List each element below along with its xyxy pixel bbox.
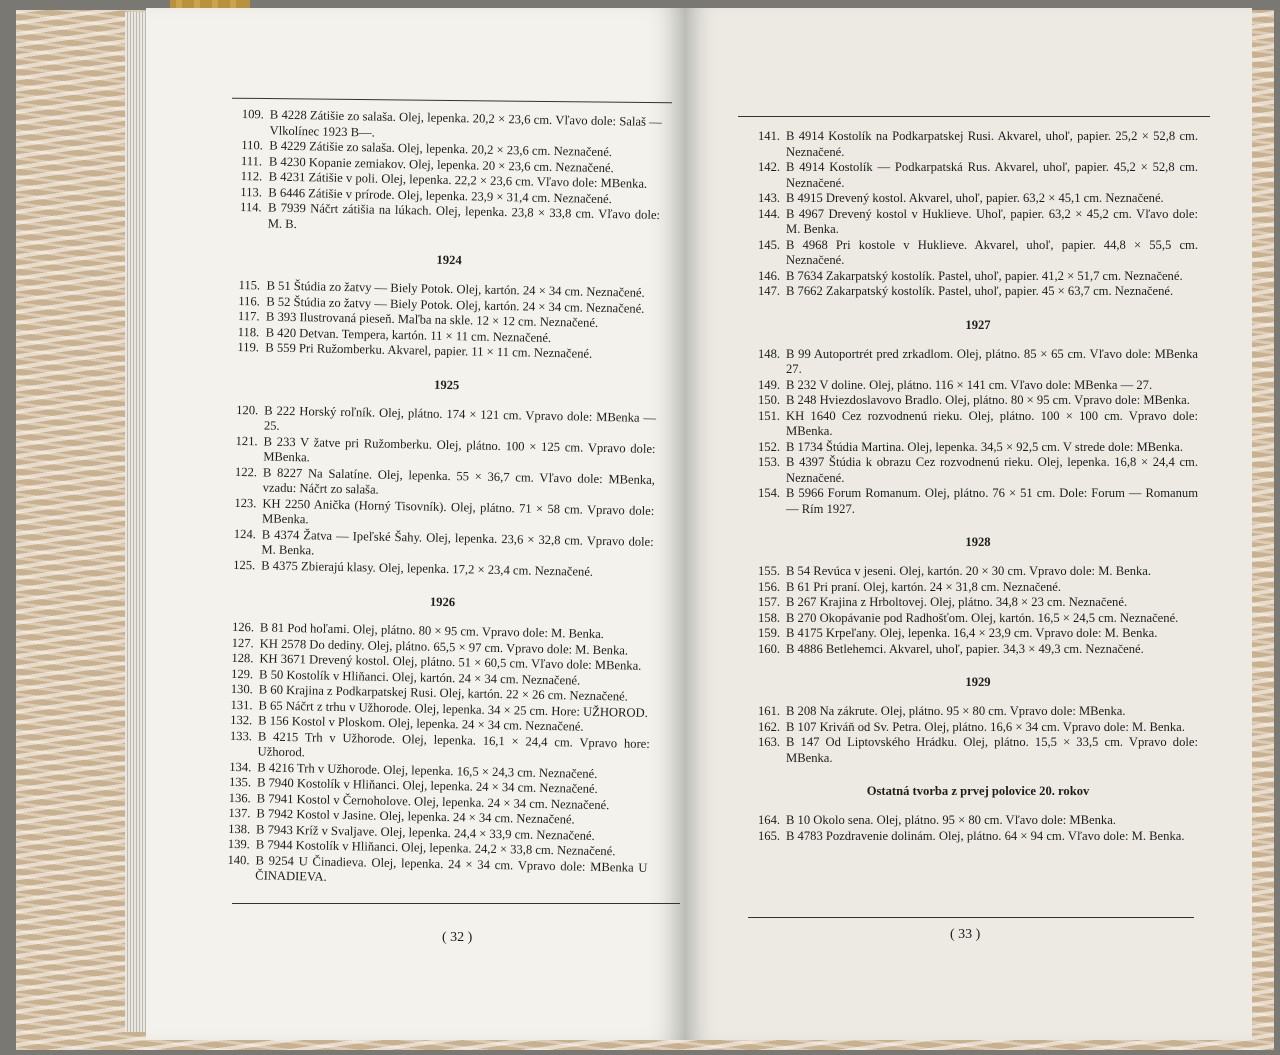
entry-text: B 6446 Zátišie v prírode. Olej, lepenka. 23,9 × 31,4 cm. Neznačené. — [268, 185, 612, 206]
entry-number: 115. — [238, 277, 261, 293]
entry-number: 129. — [230, 666, 254, 681]
catalog-entry — [758, 191, 1198, 207]
entry-text: B 7944 Kostolík v Hliňanci. Olej, lepenka. 24,2 × 33,8 cm. Neznačené. — [255, 837, 616, 859]
entry-number: 136. — [228, 790, 251, 805]
entry-text: B 4374 Žatva — Ipeľské Šahy. Olej, lepenka. 23,6 × 32,8 cm. Vpravo dole: M. Benka. — [261, 526, 654, 558]
entry-number: 123. — [234, 495, 257, 510]
entry-number: 139. — [227, 836, 251, 852]
entry-number: 138. — [228, 821, 251, 836]
entry-number: 149. — [758, 377, 781, 392]
top-rule — [738, 116, 1210, 117]
catalog-entry — [758, 720, 1198, 736]
year-heading: 1929 — [965, 675, 991, 689]
section-heading: Ostatná tvorba z prvej polovice 20. rokov — [866, 784, 1090, 798]
entry-text: B 208 Na zákrute. Olej, plátno. 95 × 80 cm. Vpravo dole: MBenka. — [786, 704, 1126, 718]
catalog-entry — [758, 207, 1198, 238]
entry-text: B 4967 Drevený kostol v Huklieve. Uhoľ, papier. 63,2 × 45,2 cm. Vľavo dole: M. Benka. — [786, 206, 1198, 236]
entry-text: B 267 Krajina z Hrboltovej. Olej, plátno. 34,8 × 23 cm. Neznačené. — [786, 595, 1128, 609]
entry-text: B 99 Autoportrét pred zrkadlom. Olej, plátno. 85 × 65 cm. Vľavo dole: MBenka 27. — [786, 346, 1198, 376]
entry-text: B 65 Náčrt z trhu v Užhorode. Olej, lepenka. 34 × 25 cm. Hore: UŽHOROD. — [258, 697, 648, 720]
catalog-entry — [758, 829, 1198, 845]
page-number: ( 33 ) — [950, 927, 981, 942]
entry-text: B 393 Ilustrovaná pieseň. Maľba na skle. 12 × 12 cm. Neznačené. — [265, 309, 599, 330]
entry-number: 113. — [240, 184, 263, 199]
entry-text: B 270 Okopávanie pod Radhošťom. Olej, kartón. 16,5 × 24,5 cm. Neznačené. — [786, 610, 1179, 625]
entry-number: 112. — [240, 168, 263, 184]
catalog-entry — [758, 595, 1198, 611]
entry-number: 130. — [230, 681, 254, 697]
entry-text: B 4375 Zbierajú klasy. Olej, lepenka. 17,2 × 23,4 cm. Neznačené. — [261, 557, 594, 579]
entry-text: B 147 Od Liptovského Hrádku. Olej, plátno. 15,5 × 33,5 cm. Vpravo dole: MBenka. — [786, 735, 1198, 765]
entry-text: B 5966 Forum Romanum. Olej, plátno. 76 × 51 cm. Dole: Forum — Romanum — Rím 1927. — [786, 486, 1198, 516]
entry-number: 131. — [230, 697, 253, 712]
catalog-entry — [758, 393, 1198, 409]
left-page — [146, 8, 686, 1040]
entry-number: 128. — [231, 650, 254, 666]
entry-text: B 4230 Kopanie zemiakov. Olej, lepenka. 20 × 23,6 cm. Neznačené. — [268, 154, 614, 175]
entry-text: B 4397 Štúdia k obrazu Cez rozvodnenú rieku. Olej, lepenka. 16,8 × 24,4 cm. Neznačené. — [786, 455, 1198, 485]
entry-number: 132. — [230, 712, 253, 728]
year-heading: 1925 — [433, 377, 460, 392]
catalog-entry — [227, 852, 648, 891]
entry-number: 159. — [758, 626, 781, 640]
entry-number: 158. — [758, 610, 781, 625]
entry-text: B 7634 Zakarpatský kostolík. Pastel, uhoľ, papier. 41,2 × 51,7 cm. Neznačené. — [786, 268, 1183, 283]
entry-text: B 232 V doline. Olej, plátno. 116 × 141 cm. Vľavo dole: MBenka — 27. — [786, 377, 1153, 392]
right-page — [686, 8, 1252, 1040]
entry-number: 134. — [229, 759, 252, 774]
catalog-entry — [758, 564, 1198, 580]
entry-number: 118. — [237, 324, 260, 339]
entry-number: 120. — [236, 402, 259, 417]
entry-text: B 7939 Náčrt zátišia na lúkach. Olej, lepenka. 23,8 × 33,8 cm. Vľavo dole: M. B. — [267, 200, 661, 231]
entry-number: 137. — [228, 805, 251, 821]
year-heading: 1927 — [965, 317, 991, 332]
entry-text: B 4914 Kostolík — Podkarpatská Rus. Akvarel, uhoľ, papier. 45,2 × 52,8 cm. Neznačené. — [786, 160, 1198, 190]
year-heading: 1926 — [429, 594, 456, 610]
entry-number: 127. — [231, 635, 254, 650]
entry-group — [237, 278, 658, 364]
entry-text: B 60 Krajina z Podkarpatskej Rusi. Olej, kartón. 22 × 26 cm. Neznačené. — [258, 682, 628, 704]
entry-number: 154. — [758, 486, 781, 500]
entry-text: B 7942 Kostol v Jasine. Olej, lepenka. 24 × 34 cm. Neznačené. — [256, 806, 575, 827]
entry-text: B 4229 Zátišie zo salaša. Olej, lepenka. 20,2 × 23,6 cm. Neznačené. — [269, 138, 613, 160]
entry-text: B 222 Horský roľník. Olej, plátno. 174 × 121 cm. Vpravo dole: MBenka — 25. — [263, 402, 657, 433]
entry-text: B 4915 Drevený kostol. Akvarel, uhoľ, papier. 63,2 × 45,1 cm. Neznačené. — [786, 191, 1164, 205]
entry-number: 126. — [231, 619, 255, 635]
entry-text: B 4886 Betlehemci. Akvarel, uhoľ, papier. 34,3 × 49,3 cm. Neznačené. — [786, 641, 1144, 656]
entry-group — [758, 813, 1198, 844]
entry-text: B 4175 Krpeľany. Olej, lepenka. 16,4 × 23,9 cm. Vpravo dole: M. Benka. — [786, 626, 1158, 640]
entry-number: 133. — [229, 728, 253, 743]
right-entries — [758, 129, 1198, 844]
entry-text: B 4968 Pri kostole v Huklieve. Akvarel, uhoľ, papier. 44,8 × 55,5 cm. Neznačené. — [786, 237, 1198, 267]
entry-number: 145. — [758, 237, 781, 252]
entry-text: B 4231 Zátišie v poli. Olej, lepenka. 22,2 × 23,6 cm. Vľavo dole: MBenka. — [268, 169, 648, 191]
entry-text: B 4215 Trh v Užhorode. Olej, lepenka. 16,1 × 24,4 cm. Vpravo hore: Užhorod. — [257, 728, 650, 760]
entry-text: B 4228 Zátišie zo salaša. Olej, lepenka. 20,2 × 23,6 cm. Vľavo dole: Salaš — Vlkolínec 1923 B—. — [269, 107, 662, 140]
page-number: ( 32 ) — [442, 930, 473, 945]
entry-text: B 420 Detvan. Tempera, kartón. 11 × 11 cm. Neznačené. — [265, 324, 552, 345]
entry-number: 148. — [758, 346, 781, 361]
entry-text: B 4216 Trh v Užhorode. Olej, lepenka. 16,5 × 24,3 cm. Neznačené. — [257, 759, 598, 781]
entry-text: B 52 Štúdia zo žatvy — Biely Potok. Olej, kartón. 24 × 34 cm. Neznačené. — [266, 294, 645, 316]
year-heading: 1924 — [436, 252, 462, 268]
entry-number: 135. — [228, 774, 252, 790]
entry-number: 117. — [237, 308, 260, 324]
catalog-entry — [758, 238, 1198, 269]
entry-group — [758, 564, 1198, 657]
entry-number: 114. — [239, 199, 262, 215]
entry-text: B 7943 Kríž v Svaljave. Olej, lepenka. 24,4 × 33,9 cm. Neznačené. — [256, 821, 595, 843]
catalog-entry — [758, 129, 1198, 160]
entry-group — [758, 347, 1198, 518]
catalog-entry — [758, 455, 1198, 486]
catalog-entry — [758, 378, 1198, 394]
catalog-entry — [758, 626, 1198, 642]
left-entries — [227, 107, 662, 891]
entry-text: B 51 Štúdia zo žatvy — Biely Potok. Olej, kartón. 24 × 34 cm. Neznačené. — [266, 278, 645, 300]
catalog-entry — [758, 160, 1198, 191]
entry-group — [240, 107, 662, 239]
entry-group — [227, 620, 652, 892]
entry-number: 109. — [241, 107, 265, 122]
entry-group — [758, 129, 1198, 300]
catalog-entry — [758, 611, 1198, 627]
entry-text: B 8227 Na Salatíne. Olej, lepenka. 55 × 36,7 cm. Vľavo dole: MBenka, vzadu: Náčrt zo salaša. — [262, 464, 656, 497]
entry-number: 156. — [758, 579, 781, 594]
entry-number: 152. — [758, 439, 781, 454]
catalog-entry — [758, 409, 1198, 440]
entry-number: 155. — [758, 564, 781, 578]
entry-text: KH 1640 Cez rozvodnenú rieku. Olej, plátno. 100 × 100 cm. Vpravo dole: MBenka. — [786, 408, 1198, 438]
entry-number: 140. — [227, 852, 250, 867]
entry-text: B 233 V žatve pri Ružomberku. Olej, plátno. 100 × 125 cm. Vpravo dole: MBenka. — [263, 433, 656, 465]
entry-text: B 248 Hviezdoslavovo Bradlo. Olej, plátno. 80 × 95 cm. Vpravo dole: MBenka. — [786, 393, 1190, 407]
entry-group — [233, 402, 656, 581]
entry-text: B 4914 Kostolík na Podkarpatskej Rusi. Akvarel, uhoľ, papier. 25,2 × 52,8 cm. Neznačené. — [786, 129, 1198, 159]
catalog-entry — [758, 735, 1198, 766]
entry-number: 153. — [758, 455, 781, 469]
entry-number: 162. — [758, 719, 781, 734]
entry-number: 111. — [240, 153, 263, 168]
catalog-entry — [758, 347, 1198, 378]
catalog-entry — [758, 580, 1198, 596]
entry-number: 146. — [758, 268, 781, 283]
entry-text: B 9254 U Činadieva. Olej, lepenka. 24 × 34 cm. Vpravo dole: MBenka U ČINADIEVA. — [255, 852, 648, 884]
entry-number: 119. — [237, 339, 260, 355]
entry-text: B 7662 Zakarpatský kostolík. Pastel, uhoľ, papier. 45 × 63,7 cm. Neznačené. — [786, 284, 1174, 298]
catalog-entry — [758, 440, 1198, 456]
entry-number: 157. — [758, 595, 781, 609]
entry-text: B 7941 Kostol v Černoholove. Olej, lepenka. 24 × 34 cm. Neznačené. — [256, 790, 610, 812]
entry-text: KH 2578 Do dediny. Olej, plátno. 65,5 × 97 cm. Vpravo dole: M. Benka. — [259, 635, 629, 658]
entry-text: B 4783 Pozdravenie dolinám. Olej, plátno. 64 × 94 cm. Vľavo dole: M. Benka. — [786, 828, 1185, 843]
entry-text: B 54 Revúca v jeseni. Olej, kartón. 20 × 30 cm. Vpravo dole: M. Benka. — [786, 564, 1152, 578]
entry-number: 116. — [238, 293, 260, 308]
entry-number: 141. — [758, 129, 781, 143]
entry-number: 160. — [758, 641, 781, 656]
entry-number: 147. — [758, 284, 781, 298]
catalog-entry — [758, 642, 1198, 658]
entry-number: 124. — [233, 526, 256, 541]
entry-text: B 156 Kostol v Ploskom. Olej, lepenka. 24 × 34 cm. Neznačené. — [258, 713, 584, 734]
catalog-entry — [758, 486, 1198, 517]
entry-number: 161. — [758, 704, 781, 718]
top-rule — [232, 98, 672, 104]
catalog-entry — [758, 284, 1198, 300]
entry-text: KH 3671 Drevený kostol. Olej, plátno. 51 × 60,5 cm. Vľavo dole: MBenka. — [259, 651, 642, 673]
entry-number: 110. — [241, 137, 263, 153]
entry-number: 163. — [758, 735, 781, 749]
entry-text: B 559 Pri Ružomberku. Akvarel, papier. 11 × 11 cm. Neznačené. — [265, 340, 593, 361]
bottom-rule — [232, 903, 680, 904]
entry-text: B 50 Kostolík v Hliňanci. Olej, kartón. 24 × 34 cm. Neznačené. — [258, 666, 581, 688]
entry-number: 164. — [758, 813, 781, 827]
entry-number: 122. — [234, 464, 258, 479]
entry-number: 151. — [758, 408, 781, 423]
entry-group — [758, 704, 1198, 766]
catalog-entry — [758, 269, 1198, 285]
entry-text: B 7940 Kostolík v Hliňanci. Olej, lepenka. 24 × 34 cm. Neznačené. — [256, 775, 598, 796]
entry-number: 165. — [758, 828, 781, 843]
entry-number: 143. — [758, 191, 781, 205]
entry-text: KH 2250 Anička (Horný Tisovník). Olej, plátno. 71 × 58 cm. Vpravo dole: MBenka. — [261, 495, 655, 527]
entry-number: 142. — [758, 160, 781, 174]
catalog-entry — [758, 813, 1198, 829]
bottom-rule — [748, 917, 1194, 918]
entry-number: 144. — [758, 206, 781, 221]
entry-number: 125. — [233, 557, 256, 572]
entry-text: B 1734 Štúdia Martina. Olej, lepenka. 34,5 × 92,5 cm. V strede dole: MBenka. — [786, 439, 1183, 454]
entry-text: B 107 Kriváň od Sv. Petra. Olej, plátno. 16,6 × 34 cm. Vpravo dole: M. Benka. — [786, 719, 1185, 734]
entry-text: B 81 Pod hoľami. Olej, plátno. 80 × 95 cm. Vpravo dole: M. Benka. — [259, 620, 605, 642]
catalog-entry — [758, 704, 1198, 720]
entry-number: 150. — [758, 393, 781, 407]
year-heading: 1928 — [965, 535, 991, 549]
entry-text: B 10 Okolo sena. Olej, plátno. 95 × 80 cm. Vľavo dole: MBenka. — [786, 813, 1116, 827]
entry-text: B 61 Pri praní. Olej, kartón. 24 × 31,8 cm. Neznačené. — [786, 579, 1061, 594]
entry-number: 121. — [235, 433, 258, 448]
